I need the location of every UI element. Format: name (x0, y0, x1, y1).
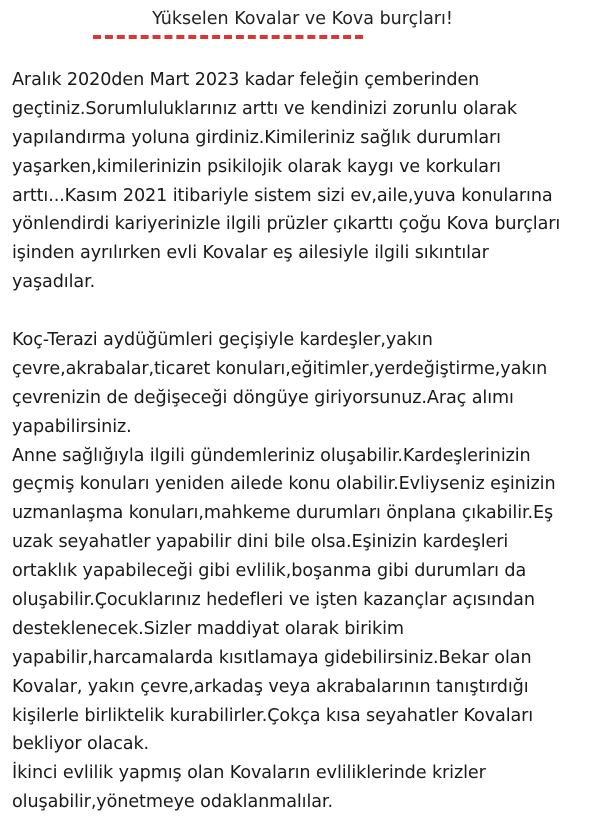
text-line: yapabilir,harcamalarda kısıtlamaya gidebilirsiniz.Bekar olan (12, 647, 532, 668)
page-title: Yükselen Kovalar ve Kova burçları! (152, 9, 453, 29)
text-line: Aralık 2020den Mart 2023 kadar feleğin çemberinden (12, 70, 480, 90)
text-line: çevrenizin de değişeceği döngüye giriyorsunuz.Araç alımı (12, 387, 514, 408)
text-line: arttı...Kasım 2021 itibariyle sistem sizi ev,aile,yuva konularına (12, 185, 553, 206)
text-line: geçtiniz.Sorumluluklarınız arttı ve kendinizi zorunlu olarak (12, 98, 517, 119)
text-line: oluşabilir,yönetmeye odaklanmalılar. (12, 792, 333, 813)
paragraph-koc-terazi (12, 326, 602, 817)
paragraph-aralik-2020 (12, 66, 602, 297)
text-line: ortaklık yapabileceği gibi evlilik,boşanma gibi durumları da (12, 561, 527, 582)
text-line: Kovalar, yakın çevre,arkadaş veya akrabalarının tanıştırdığı (12, 676, 529, 697)
text-line: bekliyor olacak. (12, 734, 150, 755)
text-line: yönlendirdi kariyerinizle ilgili prüzler çıkarttı çoğu Kova burçları (12, 214, 561, 235)
text-line: Anne sağlığıyla ilgili gündemleriniz oluşabilir.Kardeşlerinizin (12, 445, 531, 466)
text-line: kişilerle birliktelik kurabilirler.Çokça kısa seyahatler Kovaları (12, 705, 534, 726)
text-line: desteklenecek.Sizler maddiyat olarak birikim (12, 618, 404, 639)
text-line: yaşarken,kimilerinizin psikilojik olarak kaygı ve korkuları (12, 156, 501, 177)
text-line: uzak seyahatler yapabilir dini bile olsa.Eşinizin kardeşleri (12, 532, 509, 553)
text-line: İkinci evlilik yapmış olan Kovaların evliliklerinde krizler (12, 763, 486, 784)
text-line: çevre,akrabalar,ticaret konuları,eğitimler,yerdeğiştirme,yakın (12, 358, 548, 379)
text-line: geçmiş konuları yeniden ailede konu olabilir.Evliyseniz eşinizin (12, 474, 556, 495)
text-line: yaşadılar. (12, 272, 96, 293)
text-line: Koç-Terazi aydüğümleri geçişiyle kardeşler,yakın (12, 330, 433, 351)
text-line: işinden ayrılırken evli Kovalar eş ailesiyle ilgili sıkıntılar (12, 243, 489, 264)
title-underline-divider (93, 35, 363, 39)
text-line: uzmanlaşma konuları,mahkeme durumları önplana çıkabilir.Eş (12, 503, 554, 524)
text-line: yapılandırma yoluna girdiniz.Kimileriniz sağlık durumları (12, 127, 501, 148)
article-body (12, 66, 602, 817)
paragraph-spacer (12, 297, 602, 326)
text-line: oluşabilir.Çocuklarınız hedefleri ve işten kazançlar açısından (12, 590, 535, 611)
text-line: yapabilirsiniz. (12, 416, 132, 437)
